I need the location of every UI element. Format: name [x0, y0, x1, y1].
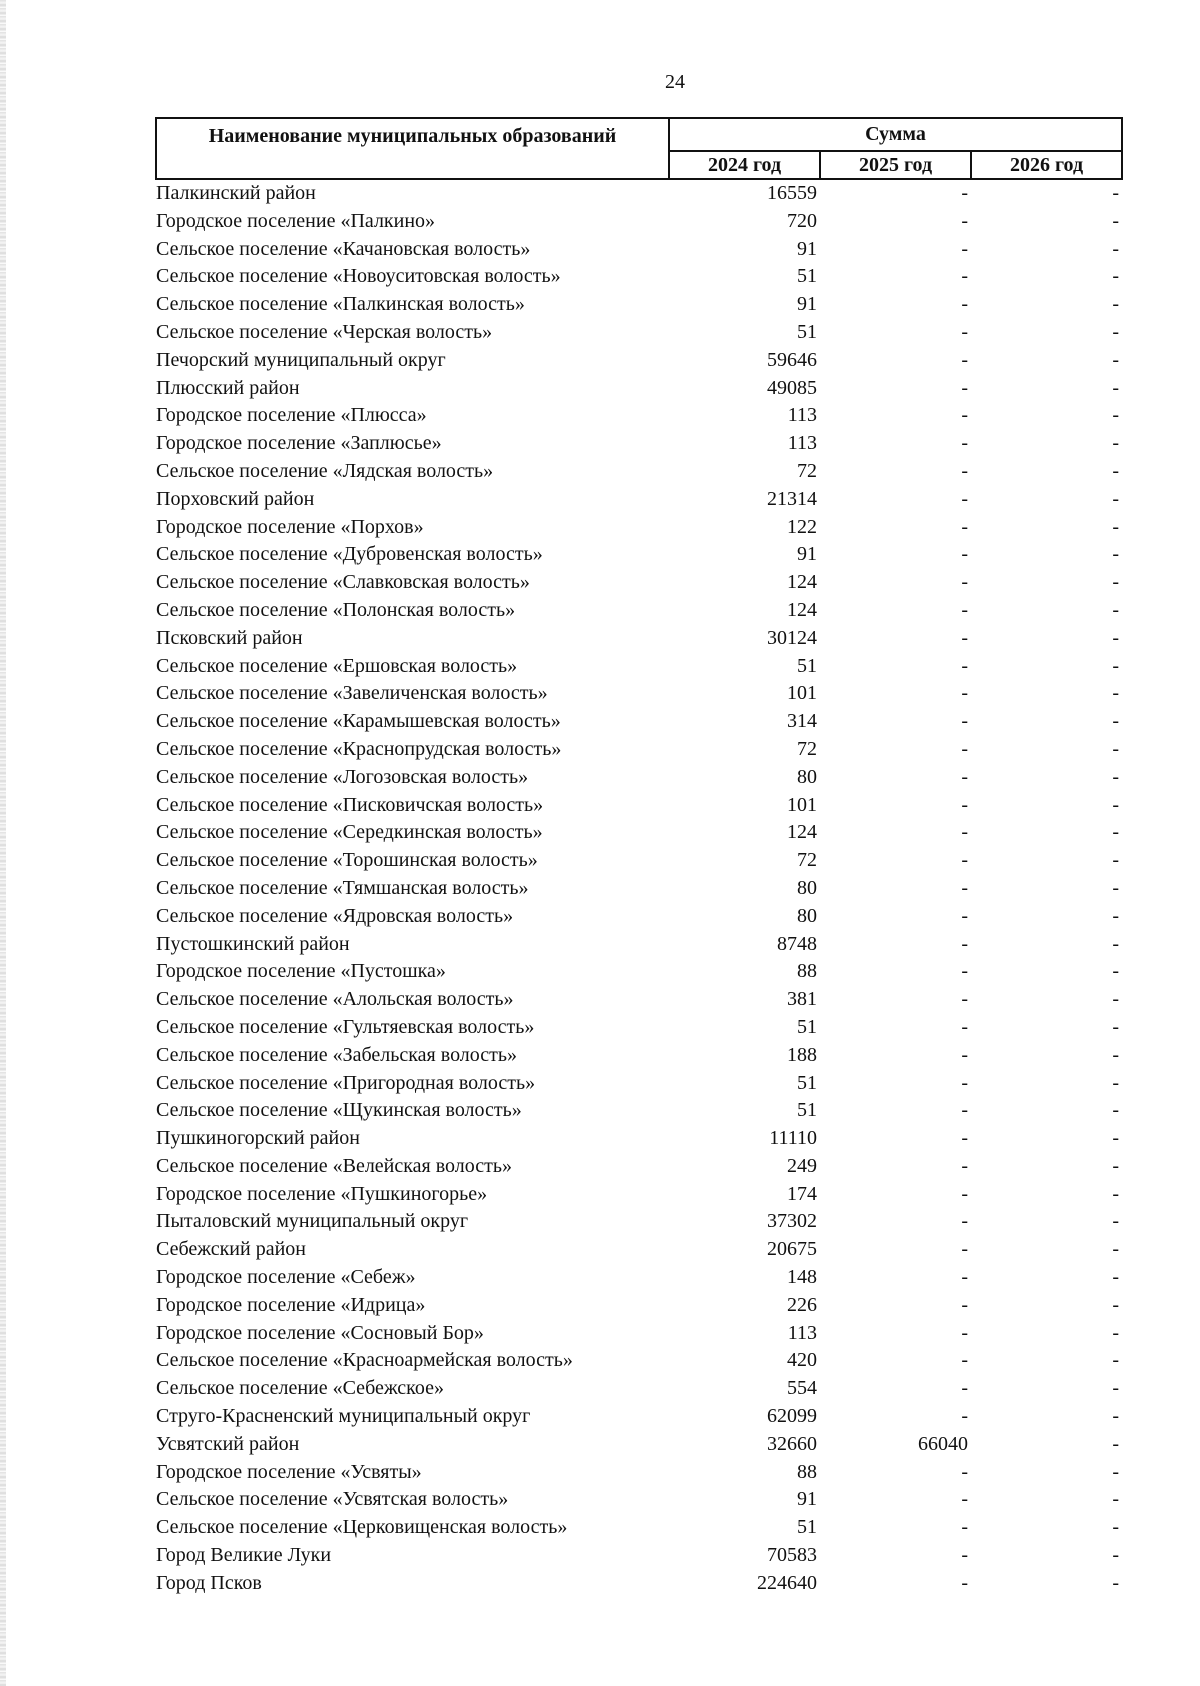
amount-2026: -: [1112, 765, 1119, 788]
amount-2025: -: [961, 237, 968, 260]
table-row: [155, 347, 1121, 375]
amount-2026: -: [1112, 404, 1119, 427]
municipality-name: Сельское поселение «Полонская волость»: [156, 598, 516, 621]
municipality-name: Сельское поселение «Лядская волость»: [156, 459, 494, 482]
municipality-name: Сельское поселение «Себежское»: [156, 1377, 445, 1400]
municipality-name: Городское поселение «Палкино»: [156, 209, 436, 232]
municipality-name: Плюсский район: [156, 376, 300, 399]
amount-2024: 51: [797, 1015, 817, 1038]
amount-2026: -: [1112, 821, 1119, 844]
amount-2024: 720: [787, 209, 817, 232]
municipality-name: Палкинский район: [156, 182, 316, 204]
amount-2024: 88: [797, 960, 817, 983]
amount-2025: -: [961, 487, 968, 510]
municipality-name: Усвятский район: [156, 1432, 300, 1455]
municipality-name: Сельское поселение «Черская волость»: [156, 320, 493, 343]
municipality-name: Сельское поселение «Усвятская волость»: [156, 1488, 509, 1511]
amount-2024: 249: [787, 1154, 817, 1177]
amount-2026: -: [1112, 182, 1119, 204]
table-row: [155, 792, 1121, 820]
table-row: [155, 1264, 1121, 1292]
amount-2026: -: [1112, 1099, 1119, 1122]
table-row: [155, 736, 1121, 764]
amount-2024: 113: [787, 1321, 817, 1344]
table-row: [155, 569, 1121, 597]
amount-2026: -: [1112, 737, 1119, 760]
amount-2026: -: [1112, 960, 1119, 983]
municipality-name: Сельское поселение «Логозовская волость»: [156, 765, 529, 788]
amount-2026: -: [1112, 1182, 1119, 1205]
municipality-name: Сельское поселение «Велейская волость»: [156, 1154, 513, 1177]
amount-2024: 381: [787, 988, 817, 1011]
amount-2026: -: [1112, 598, 1119, 621]
municipality-name: Сельское поселение «Палкинская волость»: [156, 293, 525, 316]
table-row: [155, 653, 1121, 681]
amount-2026: -: [1112, 1516, 1119, 1539]
amount-2025: -: [961, 932, 968, 955]
amount-2026: -: [1112, 654, 1119, 677]
amount-2026: -: [1112, 1071, 1119, 1094]
municipality-name: Пыталовский муниципальный округ: [156, 1210, 469, 1233]
table-row: [155, 1542, 1121, 1570]
amount-2025: -: [961, 876, 968, 899]
amount-2024: 91: [797, 293, 817, 316]
amount-2025: -: [961, 960, 968, 983]
amount-2025: -: [961, 682, 968, 705]
table-row: [155, 847, 1121, 875]
municipality-name: Городское поселение «Усвяты»: [156, 1460, 422, 1483]
amount-2024: 80: [797, 876, 817, 899]
municipality-name: Сельское поселение «Ершовская волость»: [156, 654, 518, 677]
amount-2025: -: [961, 598, 968, 621]
table-row: [155, 1208, 1121, 1236]
amount-2025: -: [961, 1127, 968, 1150]
amount-2025: -: [961, 293, 968, 316]
table-row: [155, 375, 1121, 403]
municipality-name: Сельское поселение «Ядровская волость»: [156, 904, 514, 927]
amount-2026: -: [1112, 793, 1119, 816]
amount-2026: -: [1112, 209, 1119, 232]
table-row: [155, 1375, 1121, 1403]
amount-2024: 51: [797, 1071, 817, 1094]
amount-2026: -: [1112, 682, 1119, 705]
table-row: [155, 1042, 1121, 1070]
amount-2026: -: [1112, 237, 1119, 260]
amount-2024: 122: [787, 515, 817, 538]
amount-2026: -: [1112, 432, 1119, 455]
amount-2025: -: [961, 1266, 968, 1289]
amount-2026: -: [1112, 265, 1119, 288]
amount-2024: 113: [787, 432, 817, 455]
municipality-name: Сельское поселение «Качановская волость»: [156, 237, 531, 260]
column-header-2025: 2025 год: [820, 151, 971, 179]
amount-2025: -: [961, 543, 968, 566]
amount-2025: -: [961, 821, 968, 844]
table-row: [155, 402, 1121, 430]
amount-2024: 226: [787, 1293, 817, 1316]
table-row: [155, 236, 1121, 264]
municipality-name: Пустошкинский район: [156, 932, 350, 955]
amount-2024: 91: [797, 237, 817, 260]
table-row: [155, 986, 1121, 1014]
municipality-name: Сельское поселение «Краснопрудская волость»: [156, 737, 562, 760]
amount-2026: -: [1112, 932, 1119, 955]
table-row: [155, 1431, 1121, 1459]
municipality-name: Пушкиногорский район: [156, 1127, 360, 1150]
amount-2025: -: [961, 793, 968, 816]
amount-2025: -: [961, 1321, 968, 1344]
amount-2025: -: [961, 320, 968, 343]
table-row: [155, 1014, 1121, 1042]
amount-2025: -: [961, 432, 968, 455]
municipality-name: Псковский район: [156, 626, 303, 649]
table-row: [155, 514, 1121, 542]
municipality-name: Сельское поселение «Славковская волость»: [156, 571, 530, 594]
amount-2024: 80: [797, 765, 817, 788]
table-row: [155, 1097, 1121, 1125]
amount-2025: -: [961, 1099, 968, 1122]
table-row: [155, 541, 1121, 569]
amount-2026: -: [1112, 459, 1119, 482]
amount-2024: 51: [797, 654, 817, 677]
table-row: [155, 291, 1121, 319]
table-row: [155, 875, 1121, 903]
amount-2026: -: [1112, 904, 1119, 927]
amount-2024: 49085: [767, 376, 817, 399]
amount-2026: -: [1112, 320, 1119, 343]
amount-2025: -: [961, 1293, 968, 1316]
amount-2024: 62099: [767, 1405, 817, 1428]
municipality-name: Сельское поселение «Новоуситовская волость»: [156, 265, 561, 288]
amount-2026: -: [1112, 876, 1119, 899]
amount-2025: 66040: [918, 1432, 968, 1455]
data-table: [155, 180, 1121, 1598]
amount-2024: 80: [797, 904, 817, 927]
table-header: [155, 117, 1123, 180]
amount-2026: -: [1112, 571, 1119, 594]
amount-2025: -: [961, 1182, 968, 1205]
amount-2024: 91: [797, 1488, 817, 1511]
municipality-name: Сельское поселение «Тямшанская волость»: [156, 876, 529, 899]
amount-2025: -: [961, 1488, 968, 1511]
table-row: [155, 1125, 1121, 1153]
amount-2025: -: [961, 904, 968, 927]
amount-2024: 124: [787, 821, 817, 844]
amount-2024: 420: [787, 1349, 817, 1372]
municipality-name: Сельское поселение «Красноармейская волость»: [156, 1349, 573, 1372]
amount-2026: -: [1112, 1349, 1119, 1372]
amount-2025: -: [961, 710, 968, 733]
amount-2025: -: [961, 209, 968, 232]
municipality-name: Сельское поселение «Завеличенская волость»: [156, 682, 548, 705]
amount-2026: -: [1112, 1544, 1119, 1567]
amount-2025: -: [961, 988, 968, 1011]
amount-2025: -: [961, 1043, 968, 1066]
table-row: [155, 1570, 1121, 1598]
table-row: [155, 430, 1121, 458]
table-row: [155, 1347, 1121, 1375]
municipality-name: Городское поселение «Порхов»: [156, 515, 424, 538]
amount-2026: -: [1112, 1571, 1119, 1594]
amount-2024: 314: [787, 710, 817, 733]
amount-2025: -: [961, 1154, 968, 1177]
column-header-2026: 2026 год: [971, 151, 1122, 179]
amount-2025: -: [961, 376, 968, 399]
municipality-name: Струго-Красненский муниципальный округ: [156, 1405, 531, 1428]
amount-2025: -: [961, 1544, 968, 1567]
amount-2024: 101: [787, 682, 817, 705]
amount-2024: 124: [787, 571, 817, 594]
amount-2024: 70583: [767, 1544, 817, 1567]
amount-2026: -: [1112, 1377, 1119, 1400]
amount-2025: -: [961, 626, 968, 649]
table-row: [155, 1514, 1121, 1542]
table-row: [155, 1403, 1121, 1431]
amount-2026: -: [1112, 348, 1119, 371]
amount-2026: -: [1112, 1043, 1119, 1066]
amount-2025: -: [961, 515, 968, 538]
amount-2025: -: [961, 459, 968, 482]
amount-2025: -: [961, 1516, 968, 1539]
amount-2024: 124: [787, 598, 817, 621]
amount-2025: -: [961, 348, 968, 371]
municipality-name: Сельское поселение «Торошинская волость»: [156, 849, 538, 872]
amount-2024: 188: [787, 1043, 817, 1066]
amount-2024: 20675: [767, 1238, 817, 1261]
municipality-name: Сельское поселение «Гультяевская волость»: [156, 1015, 535, 1038]
municipality-name: Сельское поселение «Дубровенская волость»: [156, 543, 543, 566]
amount-2025: -: [961, 1349, 968, 1372]
scan-edge-artifact: [0, 0, 6, 1686]
municipality-name: Сельское поселение «Забельская волость»: [156, 1043, 518, 1066]
municipality-name: Город Псков: [156, 1571, 262, 1594]
municipality-name: Город Великие Луки: [156, 1544, 332, 1567]
amount-2024: 174: [787, 1182, 817, 1205]
municipality-name: Городское поселение «Пушкиногорье»: [156, 1182, 488, 1205]
amount-2025: -: [961, 182, 968, 204]
amount-2024: 16559: [767, 182, 817, 204]
municipality-name: Городское поселение «Себеж»: [156, 1266, 416, 1289]
amount-2024: 88: [797, 1460, 817, 1483]
municipality-name: Сельское поселение «Алольская волость»: [156, 988, 514, 1011]
table-row: [155, 958, 1121, 986]
amount-2025: -: [961, 1405, 968, 1428]
amount-2024: 51: [797, 320, 817, 343]
table-row: [155, 764, 1121, 792]
amount-2024: 72: [797, 849, 817, 872]
amount-2026: -: [1112, 1210, 1119, 1233]
amount-2024: 101: [787, 793, 817, 816]
amount-2025: -: [961, 1238, 968, 1261]
amount-2026: -: [1112, 1405, 1119, 1428]
column-header-name: Наименование муниципальных образований: [156, 118, 669, 179]
amount-2026: -: [1112, 1015, 1119, 1038]
page-number: 24: [665, 71, 685, 93]
amount-2024: 11110: [769, 1127, 817, 1150]
amount-2024: 51: [797, 265, 817, 288]
municipality-name: Печорский муниципальный округ: [156, 348, 446, 371]
amount-2026: -: [1112, 543, 1119, 566]
municipality-name: Сельское поселение «Щукинская волость»: [156, 1099, 522, 1122]
amount-2026: -: [1112, 626, 1119, 649]
table-row: [155, 625, 1121, 653]
amount-2025: -: [961, 1571, 968, 1594]
amount-2026: -: [1112, 1154, 1119, 1177]
municipality-name: Сельское поселение «Пригородная волость»: [156, 1071, 536, 1094]
amount-2025: -: [961, 265, 968, 288]
amount-2024: 51: [797, 1099, 817, 1122]
amount-2024: 32660: [767, 1432, 817, 1455]
amount-2025: -: [961, 404, 968, 427]
table-row: [155, 1181, 1121, 1209]
amount-2024: 51: [797, 1516, 817, 1539]
table-row: [155, 1459, 1121, 1487]
amount-2025: -: [961, 1460, 968, 1483]
table-row: [155, 1486, 1121, 1514]
municipality-name: Городское поселение «Заплюсье»: [156, 432, 442, 455]
amount-2026: -: [1112, 1432, 1119, 1455]
amount-2025: -: [961, 571, 968, 594]
table-row: [155, 208, 1121, 236]
amount-2026: -: [1112, 1127, 1119, 1150]
table-row: [155, 263, 1121, 291]
amount-2026: -: [1112, 988, 1119, 1011]
amount-2024: 148: [787, 1266, 817, 1289]
table-row: [155, 597, 1121, 625]
amount-2026: -: [1112, 1460, 1119, 1483]
municipality-name: Сельское поселение «Церковищенская волость»: [156, 1516, 568, 1539]
amount-2024: 59646: [767, 348, 817, 371]
table-row: [155, 486, 1121, 514]
amount-2024: 37302: [767, 1210, 817, 1233]
amount-2026: -: [1112, 487, 1119, 510]
municipality-name: Сельское поселение «Карамышевская волость»: [156, 710, 561, 733]
table-row: [155, 1320, 1121, 1348]
municipality-name: Городское поселение «Пустошка»: [156, 960, 446, 983]
amount-2026: -: [1112, 293, 1119, 316]
amount-2025: -: [961, 1210, 968, 1233]
column-header-2024: 2024 год: [669, 151, 820, 179]
amount-2026: -: [1112, 1321, 1119, 1344]
table-row: [155, 319, 1121, 347]
amount-2025: -: [961, 765, 968, 788]
table-row: [155, 708, 1121, 736]
amount-2026: -: [1112, 1488, 1119, 1511]
amount-2024: 554: [787, 1377, 817, 1400]
column-header-sum: Сумма: [669, 118, 1122, 151]
table-body: [155, 180, 1121, 1598]
municipality-name: Городское поселение «Идрица»: [156, 1293, 426, 1316]
table-row: [155, 819, 1121, 847]
amount-2025: -: [961, 1377, 968, 1400]
municipality-name: Городское поселение «Сосновый Бор»: [156, 1321, 484, 1344]
municipality-name: Сельское поселение «Писковичская волость»: [156, 793, 544, 816]
table-row: [155, 180, 1121, 208]
amount-2025: -: [961, 1015, 968, 1038]
table-row: [155, 458, 1121, 486]
table-row: [155, 931, 1121, 959]
table-row: [155, 1236, 1121, 1264]
amount-2026: -: [1112, 1238, 1119, 1261]
municipality-name: Порховский район: [156, 487, 315, 510]
municipality-name: Себежский район: [156, 1238, 306, 1261]
amount-2024: 224640: [757, 1571, 817, 1594]
amount-2026: -: [1112, 849, 1119, 872]
amount-2026: -: [1112, 1293, 1119, 1316]
amount-2024: 91: [797, 543, 817, 566]
amount-2026: -: [1112, 1266, 1119, 1289]
municipality-name: Сельское поселение «Середкинская волость»: [156, 821, 543, 844]
table-row: [155, 903, 1121, 931]
amount-2024: 72: [797, 459, 817, 482]
amount-2024: 21314: [767, 487, 817, 510]
amount-2024: 72: [797, 737, 817, 760]
amount-2026: -: [1112, 515, 1119, 538]
amount-2026: -: [1112, 376, 1119, 399]
amount-2024: 30124: [767, 626, 817, 649]
table-row: [155, 1153, 1121, 1181]
amount-2025: -: [961, 737, 968, 760]
table-row: [155, 1070, 1121, 1098]
amount-2025: -: [961, 849, 968, 872]
amount-2026: -: [1112, 710, 1119, 733]
amount-2025: -: [961, 654, 968, 677]
table-row: [155, 680, 1121, 708]
municipality-name: Городское поселение «Плюсса»: [156, 404, 427, 427]
table-row: [155, 1292, 1121, 1320]
amount-2024: 8748: [777, 932, 817, 955]
amount-2024: 113: [787, 404, 817, 427]
amount-2025: -: [961, 1071, 968, 1094]
